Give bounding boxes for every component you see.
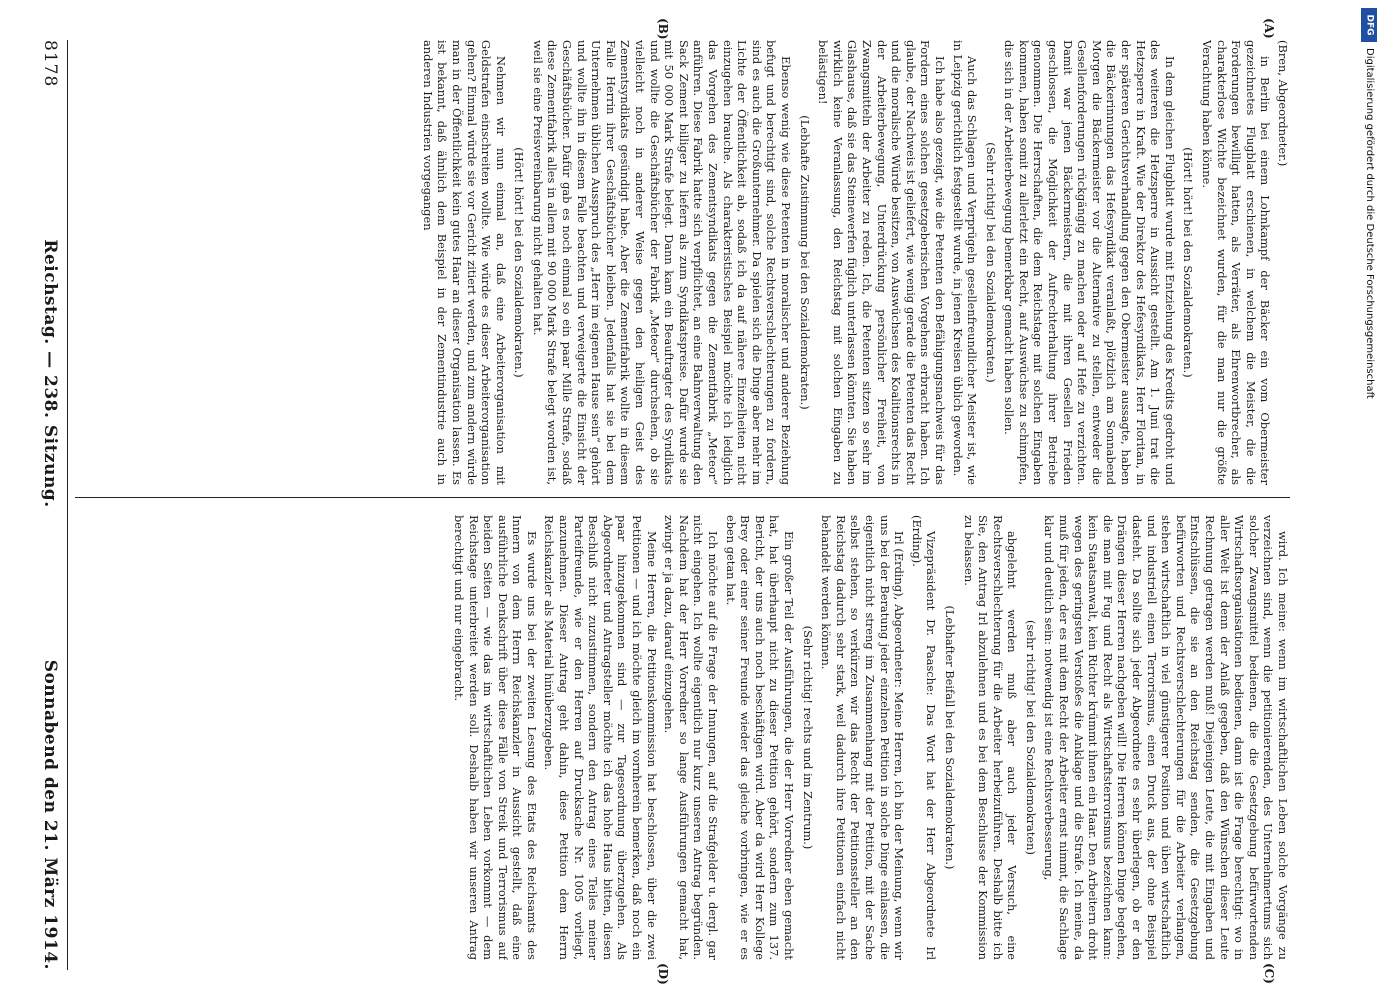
margin-marker-d: (D) <box>656 963 670 985</box>
dfg-logo-icon <box>1361 8 1377 42</box>
interjection: (sehr richtig! bei den Sozialdemokraten) <box>1023 620 1038 855</box>
paragraph: wird. Ich meine: wenn im wirtschaftlichen Leben solche Vorgänge zu verzeichnen sind, wenn die petitionierenden, des Unternehmertums sich solcher Zwangsmittel bedienen, die die Gesetzgebung befürwortenden Wirtschaftsorganisationen bedienen, dann ist die Frage berechtigt: wo in aller Welt ist denn der Anlaß gegeben, daß den Wünschen dieser Leute Rechnung getragen werden muß! Diejenigen Leute, die mit Eingaben und Entschlüssen, die sie an den Reichstag senden, die Gesetzgebung befürworten und Rechtsverschlechterungen für die Arbeiter verlangen, stehen wirtschaftlich in viel günstigerer Position und üben wirtschaftlich und industriell einen Terrorismus, einen Druck aus, der ohne Beispiel dasteht. Da sollte sich jeder Abgeordnete es sehr überlegen, ob er den Drängen dieser Herren nachgeben will! Die Herren können Dinge begehen, die man mit Fug und Recht als Wirtschaftsterrorismus bezeichnen kann: kein Staatsanwalt, kein Richter krümmt ihnen ein Haar. Den Arbeitern droht wegen des geringsten Verstoßes die Anklage und die Strafe. Ich meine, da muß für jeden, der es mit dem Recht der Arbeiter ernst nimmt, die Sachlage klar und deutlich sein: notwendig ist eine Rechtsverbesserung, <box>1042 515 1290 960</box>
page-header <box>36 40 64 970</box>
interjection: (Hört! hört! bei den Sozialdemokraten.) <box>1181 147 1196 378</box>
dfg-strip <box>1361 8 1377 992</box>
paragraph: Ich habe also gezeigt, wie die Petenten den Befähigungsnachweis für das Fordern eines solchen gesetzgeberischen Vorgehens erbracht haben. Ich glaube, der Nachweis ist geliefert, wie wenig gerade die Petenten das Recht und die moralische Würde besitzen, von Auswüchsen des Koalitionsrechts in der Arbeiterbewegung, Unterdrückung persönlicher Freiheit, von Zwangsmitteln der Arbeiter zu reden. Ich, die Petenten sitzen so sehr im Glashause, daß sie das Steinewerfen füglich unterlassen könnten. Sie haben wirklich keine Veranlassung, den Reichstag mit solchen Eingaben zu belästigen! <box>816 40 947 485</box>
interjection: (Hört! hört! bei den Sozialdemokraten.) <box>512 147 527 378</box>
right-column <box>75 515 1290 960</box>
margin-marker-a: (A) <box>1262 18 1276 39</box>
dfg-credit: Digitalisierung gefördert durch die Deutsche Forschungsgemeinschaft <box>1364 48 1375 399</box>
paragraph: Ebenso wenig wie diese Petenten in moralischer und anderer Beziehung befugt und berechtigt sind, solche Rechtsverschlechterungen zu fordern, sind es auch die Großunternehmer. Da spielen sich die Dinge aber mehr im Lichte der Öffentlichkeit ab, sodaß ich da auf nähere Einzelheiten nicht einzugehen brauche. Als charakteristisches Beispiel möchte ich lediglich das Vorgehen des Zementsyndikats gegen die Zementfabrik „Meteor“ anführen. Diese Fabrik hatte sich verpflichtet, an eine Bahnverwaltung den Sack Zement billiger zu liefern als zum Syndikatspreise. Dafür wurde sie mit 50 000 Mark Strafe belegt. Dann kam ein Beauftragter des Syndikats und wollte die Geschäftsbücher der Fabrik „Meteor“ durchsehen, ob sie vielleicht noch in anderer Weise gegen den heiligen Geist des Zementsyndikats gesündigt habe. Aber die Zementfabrik wollte in diesem Falle Herrin ihrer Geschäftsbücher bleiben. Jedenfalls hat sie bei dem Unternehmen üblichen Ausspruch des „Herr im eigenen Hause sein“ gehört und wollte ihn in diesem Falle beachten und verweigerte die Einsicht der Geschäftsbücher. Dafür gab es noch einmal so ein paar Mille Strafe, sodaß diese Zementfabrik alles in allem mit 90 000 Mark Strafe belegt worden ist, weil sie eine Preisvereinbarung nicht gehalten hat. <box>530 40 793 485</box>
interjection: (Sehr richtig! rechts und im Zentrum.) <box>800 625 815 850</box>
session-title: Reichstag. — 238. Sitzung. <box>40 239 60 508</box>
paragraph: Ein großer Teil der Ausführungen, die der Herr Vorredner eben gemacht hat, hat überhaupt nicht zu dieser Petition gehört, sondern zum 137. Bericht, der uns auch noch beschäftigen wird. Aber da wird Herr Kollege Brey oder einer seiner Freunde wieder das gleiche vorbringen, wie er es eben getan hat. <box>723 515 796 960</box>
paragraph: Es wurde uns bei der zweiten Lesung des Etats des Reichsamts des Innern von dem Herrn Reichskanzler in Aussicht gestellt, daß eine ausführliche Denkschrift über diese Fälle von Streik und Terrorismus auf beiden Seiten — wie das im wirtschaftlichen Leben vorkommt — dem Reichstage unterbreitet werden soll. Deshalb haben wir unseren Antrag berechtigt und nur eingebracht. <box>451 515 539 960</box>
interjection: (Lebhafter Beifall bei den Sozialdemokraten.) <box>942 605 957 870</box>
page-number: 8178 <box>40 40 60 88</box>
paragraph: in Berlin bei einem Lohnkampf der Bäcker ein vom Obermeister gezeichnetes Flugblatt erschienen, in welchem die Meister, die die Forderungen bewilligt hatten, als Verräter, als Ehrenwortbrecher, als charakterlose Wichte bezeichnet wurden, für die man nur die größte Verachtung haben könne. <box>1200 40 1273 485</box>
column-divider <box>75 497 1290 498</box>
session-date: Sonnabend den 21. März 1914. <box>40 659 60 970</box>
paragraph: Meine Herren, die Petitionskommission hat beschlossen, über die zwei Petitionen — und ich möchte gleich im vornherein bemerken, daß noch ein paar hinzugekommen sind — zur Tagesordnung überzugehen. Als Abgeordneter und Antragsteller möchte ich das hohe Haus bitten, diesen Beschluß nicht zuzustimmen, sondern den Antrag eines Teiles meiner Parteifreunde, wie er den Herren auf Drucksache Nr. 1005 vorliegt, anzunehmen. Dieser Antrag geht dahin, diese Petition dem Herrn Reichskanzler als Material hinüberzugeben. <box>542 515 659 960</box>
paragraph: In dem gleichen Flugblatt wurde mit Entziehung des Kredits gedroht und des weiteren die Hetzsperre in Aussicht gestellt. Am 1. Juni trat die Hetzsperre in Kraft. Wie der Direktor des Hefesyndikats, Herr Floritan, in der späteren Gerichtsverhandlung gegen den Obermeister aussagte, haben die Bäckerinnungen das Hefesyndikat veranlaßt, plötzlich am Sonnabend Morgen die Bäckermeister vor die Alternative zu stellen, entweder die Gesellenforderungen rückgängig zu machen oder auf Hefe zu verzichten. Damit war jenen Bäckermeistern, die mit ihren Gesellen Frieden geschlossen, die Möglichkeit der Aufrechterhaltung ihrer Betriebe genommen. Die Herrschaften, die dem Reichstage mit solchen Eingaben kommen, haben somit zu allerletzt ein Recht, auf Auswüchse zu schimpfen, die sich in der Arbeiterbewegung bemerkbar gemacht haben sollen. <box>1002 40 1177 485</box>
paragraph: Vizepräsident Dr. Paasche: Das Wort hat der Herr Abgeordnete Irl (Erding). <box>909 515 939 960</box>
paragraph: abgelehnt werden muß aber auch jeder Versuch, eine Rechtsverschlechterung für die Arbeiter herbeizuführen. Deshalb bitte ich Sie, den Antrag Irl abzulehnen und es bei dem Beschlusse der Kommission zu belassen. <box>961 515 1020 960</box>
speaker-line: (Bren, Abgeordneter.) <box>1276 40 1290 167</box>
interjection: (Lebhafte Zustimmung bei den Sozialdemokraten.) <box>797 115 812 410</box>
header-rule <box>67 40 68 970</box>
interjection: (Sehr richtig! bei den Sozialdemokraten.) <box>983 142 998 383</box>
paragraph: Irl (Erding), Abgeordneter: Meine Herren, ich bin der Meinung, wenn wir uns bei der Beratung jeder einzelnen Petition in solche Dinge einlassen, die eigentlich nicht streng im Zusammenhang mit der Petition, mit der Sache selbst stehen, so verkürzen wir das Recht der Petitionssteller an den Reichstag dadurch sehr stark, weil dadurch ihre Petitionen einfach nicht behandelt werden können. <box>819 515 907 960</box>
dfg-logo-text: DFG <box>1364 14 1375 36</box>
margin-marker-b: (B) <box>656 18 670 40</box>
paragraph: Nehmen wir nun einmal an, daß eine Arbeiterorganisation mit Geldstrafen einschreiten wollte. Wie würde es dieser Arbeiterorganisation gehen? Einmal würde sie vor Gericht zitiert werden, und zum andern würde man in der Öffentlichkeit kein gutes Haar an dieser Organisation lassen. Es ist bekannt, daß ähnlich dem Beispiel in der Zementindustrie auch in anderen Industrien vorgegangen <box>420 40 508 485</box>
paragraph: Auch das Schlagen und Verprügeln gesellenfreundlicher Meister ist, wie in Leipzig gerichtlich festgestellt wurde, in jenen Kreisen üblich geworden. <box>950 40 980 485</box>
left-column <box>75 40 1290 485</box>
paragraph: Ich möchte auf die Frage der Innungen, auf die Strafgelder u. dergl. gar nicht eingehen. Ich wollte eigentlich nur kurz unseren Antrag begründen. Nachdem hat der Herr Vorredner so lange Ausführungen gemacht hat, zwingt er ja dazu, darauf einzugehen. <box>662 515 721 960</box>
margin-marker-c: (C) <box>1262 963 1276 984</box>
